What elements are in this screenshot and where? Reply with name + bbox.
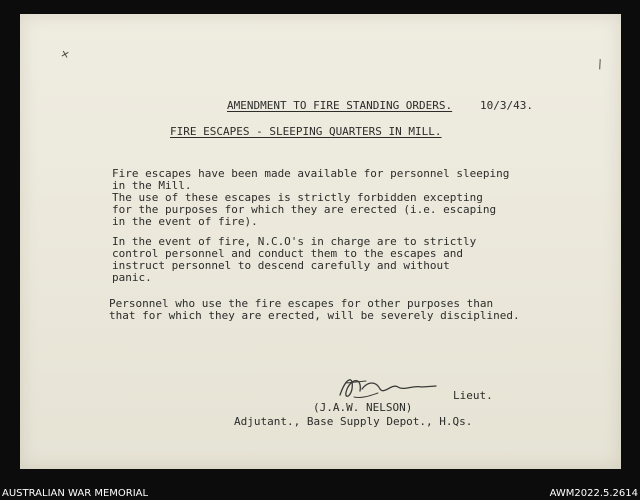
paragraph-line: in the event of fire).: [112, 215, 258, 228]
paragraph-line: that for which they are erected, will be severely disciplined.: [109, 309, 520, 322]
paragraph-line: panic.: [112, 271, 152, 284]
document-subtitle: FIRE ESCAPES - SLEEPING QUARTERS IN MILL.: [170, 125, 442, 138]
paragraph-line: Fire escapes have been made available for personnel sleeping: [112, 167, 510, 180]
paragraph-line: for the purposes for which they are erected (i.e. escaping: [112, 203, 497, 216]
margin-mark-left: +: [57, 45, 73, 63]
document-date: 10/3/43.: [480, 99, 533, 112]
archive-name: AUSTRALIAN WAR MEMORIAL: [2, 488, 149, 499]
paragraph-line: control personnel and conduct them to the escapes and: [112, 247, 463, 260]
handwritten-signature: [332, 369, 442, 405]
signatory-position: Adjutant., Base Supply Depot., H.Qs.: [234, 415, 473, 428]
paragraph-line: in the Mill.: [112, 179, 192, 192]
paragraph-line: instruct personnel to descend carefully and without: [112, 259, 450, 272]
paragraph-line: Personnel who use the fire escapes for other purposes than: [109, 297, 494, 310]
signatory-name: (J.A.W. NELSON): [313, 401, 413, 414]
signatory-rank: Lieut.: [453, 389, 493, 402]
document-title: AMENDMENT TO FIRE STANDING ORDERS.: [227, 99, 453, 112]
archive-footer: [0, 487, 640, 500]
margin-mark-right: \: [595, 56, 605, 72]
paragraph-line: In the event of fire, N.C.O's in charge are to strictly: [112, 235, 477, 248]
accession-number: AWM2022.5.2614: [549, 488, 638, 499]
paragraph-line: The use of these escapes is strictly forbidden excepting: [112, 191, 483, 204]
document-page: [20, 14, 621, 469]
